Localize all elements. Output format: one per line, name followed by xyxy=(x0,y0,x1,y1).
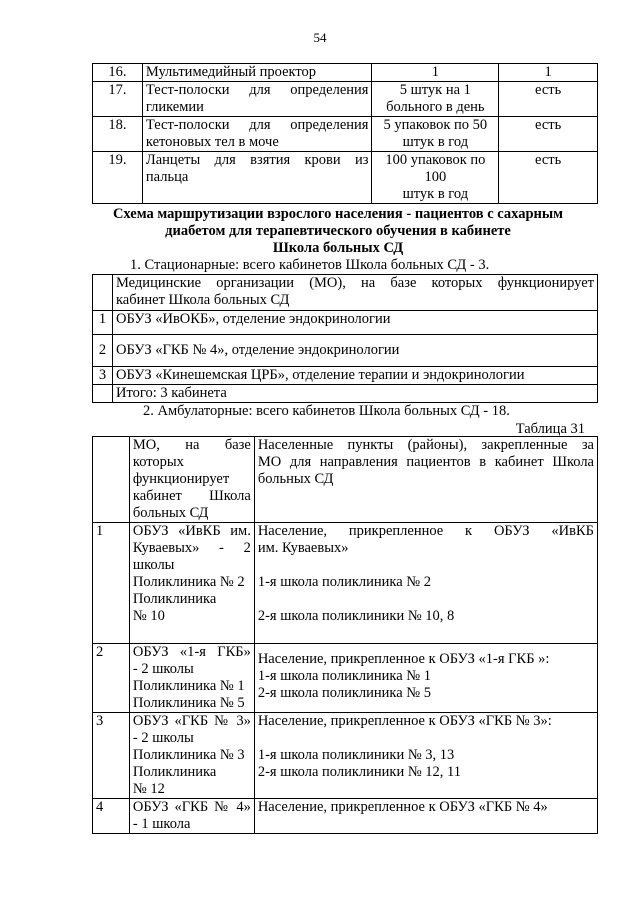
item-quantity: 100 упаковок по 100 штук в год xyxy=(372,152,499,204)
table-row xyxy=(93,335,598,367)
item-availability: есть xyxy=(499,152,598,204)
table-row xyxy=(93,385,598,403)
total-cell: Итого: 3 кабинета xyxy=(112,385,597,403)
inpatient-table xyxy=(92,274,598,403)
table-row xyxy=(93,311,598,335)
row-number: 3 xyxy=(93,713,130,799)
header-cell: Медицинские организации (МО), на базе которых функционирует кабинет Школа больных СД xyxy=(112,275,597,311)
table-row xyxy=(93,367,598,385)
table-row xyxy=(93,799,598,834)
organization-cell: ОБУЗ «Кинешемская ЦРБ», отделение терапии и эндокринологии xyxy=(112,367,597,385)
item-availability: есть xyxy=(499,82,598,117)
mo-cell: ОБУЗ «ГКБ № 3» - 2 школы Поликлиника № 3 Поликлиника № 12 xyxy=(129,713,254,799)
table-row xyxy=(93,117,598,152)
item-quantity: 5 упаковок по 50 штук в год xyxy=(372,117,499,152)
points-header: Населенные пункты (районы), закрепленные за МО для направления пациентов в кабинет Школа больных СД xyxy=(254,437,597,523)
mo-cell: ОБУЗ «1-я ГКБ» - 2 школы Поликлиника № 1 Поликлиника № 5 xyxy=(129,644,254,713)
table-label: Таблица 31 xyxy=(515,421,585,437)
row-number: 19. xyxy=(93,152,143,204)
points-cell: Население, прикрепленное к ОБУЗ «ГКБ № 3»: 1-я школа поликлиники № 3, 13 2-я школа поликлиники № 12, 11 xyxy=(254,713,597,799)
item-name: Тест-полоски для определения кетоновых тел в моче xyxy=(142,117,372,152)
item-availability: 1 xyxy=(499,64,598,82)
points-cell: Население, прикрепленное к ОБУЗ «ГКБ № 4» xyxy=(254,799,597,834)
row-number: 18. xyxy=(93,117,143,152)
table-row xyxy=(93,713,598,799)
page-number: 54 xyxy=(313,30,327,45)
table-row xyxy=(93,523,598,644)
row-number: 1 xyxy=(93,523,130,644)
item-name: Тест-полоски для определения гликемии xyxy=(142,82,372,117)
table-header-row xyxy=(93,275,598,311)
row-number: 2 xyxy=(93,644,130,713)
item-quantity: 1 xyxy=(372,64,499,82)
item-name: Мультимедийный проектор xyxy=(142,64,372,82)
row-number: 4 xyxy=(93,799,130,834)
table-row xyxy=(93,152,598,204)
outpatient-table xyxy=(92,436,598,834)
item-quantity: 5 штук на 1 больного в день xyxy=(372,82,499,117)
row-number: 16. xyxy=(93,64,143,82)
equipment-table xyxy=(92,63,598,204)
points-cell: Население, прикрепленное к ОБУЗ «1-я ГКБ »: 1-я школа поликлиника № 1 2-я школа поликлиника № 5 xyxy=(254,644,597,713)
mo-cell: ОБУЗ «ИвКБ им. Куваевых» - 2 школы Поликлиника № 2 Поликлиника № 10 xyxy=(129,523,254,644)
row-number: 3 xyxy=(93,367,113,385)
section1-title: 1. Стационарные: всего кабинетов Школа больных СД - 3. xyxy=(130,257,490,273)
organization-cell: ОБУЗ «ИвОКБ», отделение эндокринологии xyxy=(112,311,597,335)
table-row xyxy=(93,644,598,713)
item-availability: есть xyxy=(499,117,598,152)
table-row xyxy=(93,64,598,82)
table-header-row xyxy=(93,437,598,523)
row-number: 17. xyxy=(93,82,143,117)
row-number: 1 xyxy=(93,311,113,335)
points-cell: Население, прикрепленное к ОБУЗ «ИвКБ им. Куваевых» 1-я школа поликлиника № 2 2-я школа поликлиники № 10, 8 xyxy=(254,523,597,644)
section-heading: Схема маршрутизации взрослого населения - пациентов с сахарным диабетом для терапевтического обучения в кабинете Школа больных СД xyxy=(112,206,564,256)
item-name: Ланцеты для взятия крови из пальца xyxy=(142,152,372,204)
mo-header: МО, на базе которых функционирует кабинет Школа больных СД xyxy=(129,437,254,523)
table-row xyxy=(93,82,598,117)
section2-title: 2. Амбулаторные: всего кабинетов Школа больных СД - 18. xyxy=(143,403,510,419)
mo-cell: ОБУЗ «ГКБ № 4» - 1 школа xyxy=(129,799,254,834)
organization-cell: ОБУЗ «ГКБ № 4», отделение эндокринологии xyxy=(112,335,597,367)
row-number: 2 xyxy=(93,335,113,367)
